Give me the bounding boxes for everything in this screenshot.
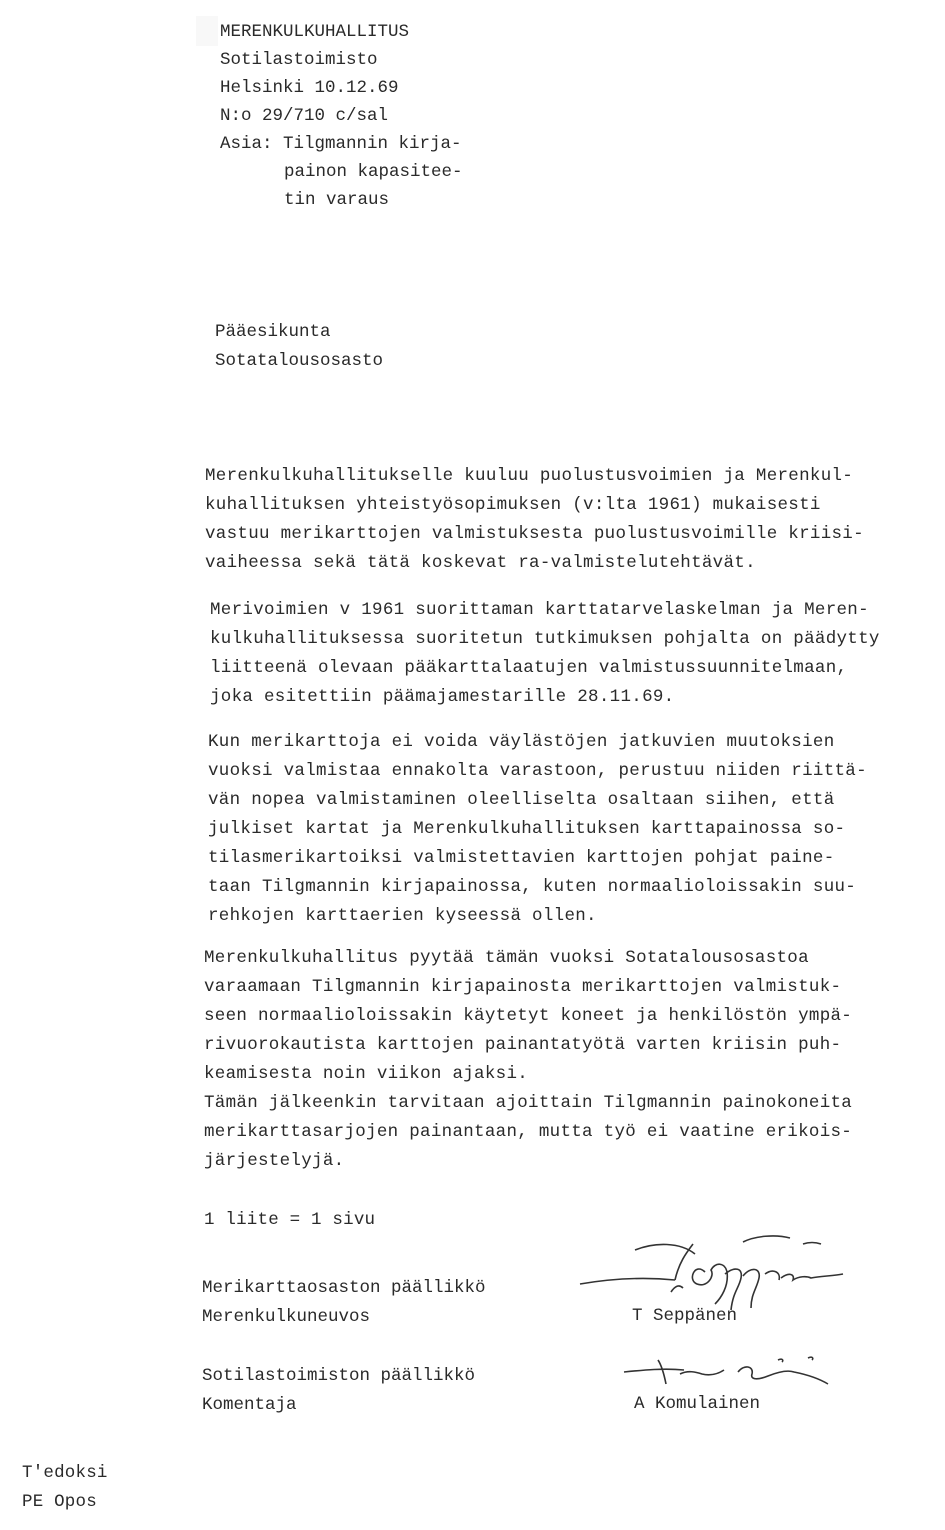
- signatory-2-title: Sotilastoimiston päällikkö: [202, 1366, 476, 1386]
- letter-header: [220, 18, 463, 214]
- recipient-line-1: Pääesikunta: [215, 322, 331, 342]
- cc-label: T'edoksi: [22, 1463, 108, 1483]
- body-paragraph-1: Merenkulkuhallitukselle kuuluu puolustusvoimien ja Merenkul- kuhallituksen yhteistyösopimuksen (v:lta 1961) mukaisesti vastuu merikarttojen valmistuksesta puolustusvoimille kriisi- vaiheessa sekä tätä koskevat ra-valmistelutehtävät.: [205, 466, 864, 573]
- signatory-1-title: Merikarttaosaston päällikkö: [202, 1278, 486, 1298]
- scan-shadow: [196, 16, 218, 46]
- recipient-line-2: Sotatalousosasto: [215, 351, 384, 371]
- body-paragraph-4: Merenkulkuhallitus pyytää tämän vuoksi Sotatalousosastoa varaamaan Tilgmannin kirjapainosta merikarttojen valmistuk- seen normaalioloissakin käytetyt koneet ja henkilöstön ympä- rivuorokautista karttojen painantatyötä varten kriisin puh- keamisesta noin viikon ajaksi. Tämän jälkeenkin tarvitaan ajoittain Tilgmannin painokoneita merikarttasarjojen painantaan, mutta työ ei vaatine erikois- järjestelyjä.: [204, 948, 853, 1171]
- subject-line-1: Asia: Tilgmannin kirja-: [220, 134, 462, 154]
- signatory-2-name: A Komulainen: [634, 1394, 761, 1414]
- office-name: Sotilastoimisto: [220, 50, 378, 70]
- signatory-2-rank: Komentaja: [202, 1395, 297, 1415]
- recipient-block: [215, 318, 383, 376]
- body-paragraph-3: Kun merikarttoja ei voida väylästöjen jatkuvien muutoksien vuoksi valmistaa ennakolta varastoon, perustuu niiden riittä- vän nopea valmistaminen oleelliselta osaltaan siihen, että julkiset kartat ja Merenkulkuhallituksen karttapainossa so- tilasmerikartoiksi valmistettavien karttojen pohjat paine- taan Tilgmannin kirjapainossa, kuten normaalioloissakin suu- rehkojen karttaerien kyseessä ollen.: [208, 732, 867, 926]
- cc-recipient: PE Opos: [22, 1492, 97, 1512]
- signatory-1-titles: [202, 1274, 486, 1332]
- subject-line-3: tin varaus: [284, 190, 390, 210]
- signatory-1-rank: Merenkulkuneuvos: [202, 1307, 371, 1327]
- signatory-1-name: T Seppänen: [632, 1306, 738, 1326]
- org-name: MERENKULKUHALLITUS: [220, 22, 410, 42]
- reference-number: N:o 29/710 c/sal: [220, 106, 389, 126]
- signatory-2-titles: [202, 1362, 475, 1420]
- place-date: Helsinki 10.12.69: [220, 78, 399, 98]
- attachment-note: 1 liite = 1 sivu: [204, 1210, 376, 1230]
- subject-line-2: painon kapasitee-: [284, 162, 463, 182]
- body-paragraph-2: Merivoimien v 1961 suorittaman karttatarvelaskelman ja Meren- kulkuhallituksessa suoritetun tutkimuksen pohjalta on päädytty liitteenä olevaan pääkarttalaatujen valmistussuunnitelmaan, joka esitettiin päämajamestarille 28.11.69.: [210, 600, 880, 707]
- signature-komulainen-icon: [618, 1350, 868, 1395]
- signature-seppanen-icon: [575, 1232, 875, 1312]
